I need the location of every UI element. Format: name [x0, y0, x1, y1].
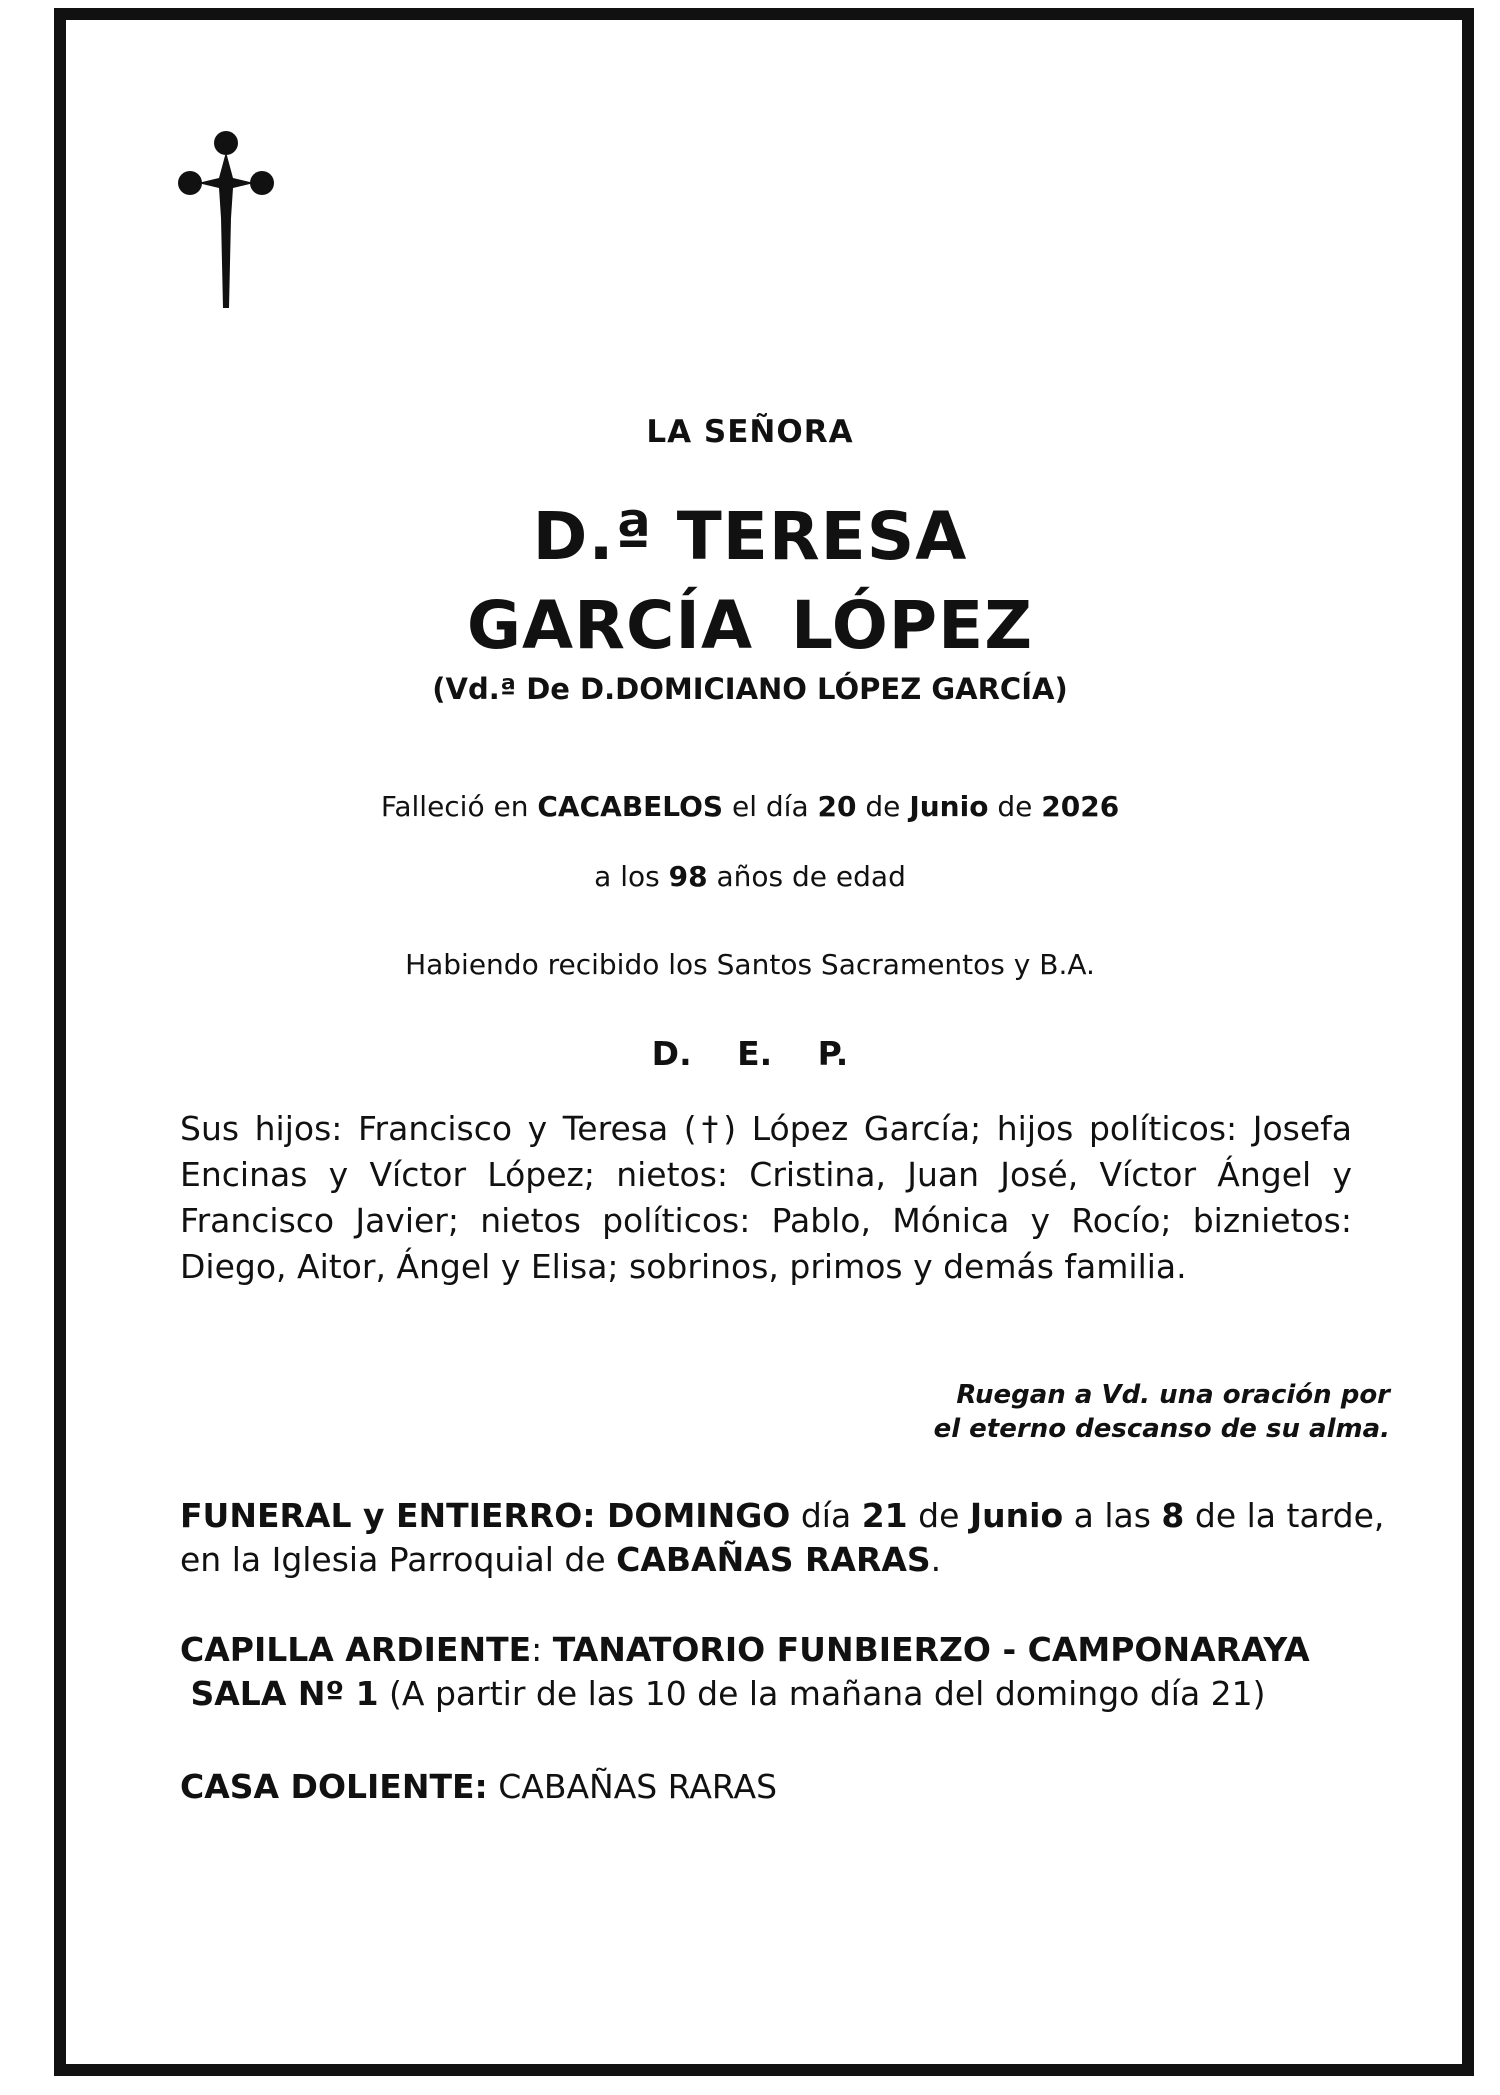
deceased-name-line1: D.ª TERESA [532, 498, 968, 575]
widow-of: (Vd.ª De D.DOMICIANO LÓPEZ GARCÍA) [432, 672, 1068, 706]
capilla-info: CAPILLA ARDIENTE: TANATORIO FUNBIERZO - CAMPONARAYA SALA Nº 1 (A partir de las 10 de la mañana del domingo día 21) [180, 1630, 1310, 1713]
death-info: Falleció en CACABELOS el día 20 de Junio de 2026 [380, 790, 1120, 823]
cross-icon [176, 130, 276, 308]
heading: LA SEÑORA [646, 414, 854, 450]
dep: D. E. P. [651, 1034, 849, 1073]
funeral-info: FUNERAL y ENTIERRO: DOMINGO día 21 de Junio a las 8 de la tarde, en la Iglesia Parroquial de CABAÑAS RARAS. [180, 1496, 1385, 1579]
age-info: a los 98 años de edad [594, 860, 906, 893]
sacraments: Habiendo recibido los Santos Sacramentos y B.A. [405, 948, 1095, 981]
family-list: Sus hijos: Francisco y Teresa (†) López García; hijos políticos: Josefa Encinas y Víctor López; nietos: Cristina, Juan José, Víctor Ángel y Francisco Javier; nietos políticos: Pablo, Mónica y Rocío; biznietos: Diego, Aitor, Ángel y Elisa; sobrinos, primos y demás familia. [180, 1109, 1352, 1286]
prayer-request: Ruegan a Vd. una oración por el eterno descanso de su alma. [933, 1380, 1390, 1444]
casa-info: CASA DOLIENTE: CABAÑAS RARAS [180, 1767, 778, 1806]
deceased-name-line2: GARCÍA LÓPEZ [466, 587, 1034, 664]
